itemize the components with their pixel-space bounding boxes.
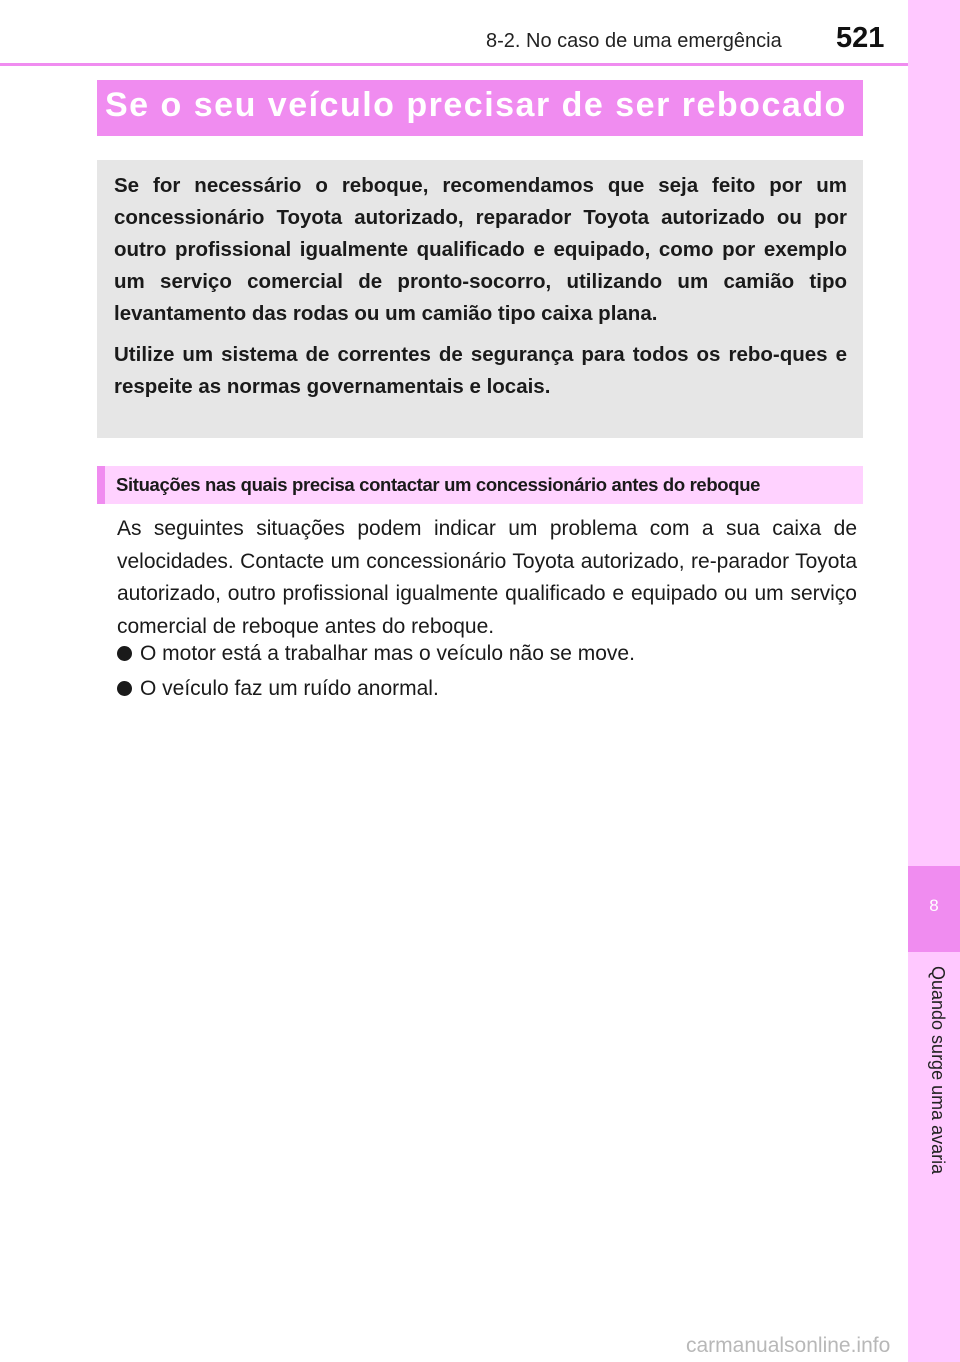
- chapter-title: Quando surge uma avaria: [928, 966, 948, 1175]
- intro-paragraph: Utilize um sistema de correntes de segurança para todos os rebo-ques e respeite as normas governamentais e locais.: [114, 343, 847, 398]
- subheading-bar: [97, 466, 863, 504]
- header-section-title: 8-2. No caso de uma emergência: [486, 30, 782, 52]
- chapter-number: 8: [929, 896, 939, 915]
- intro-paragraph: Se for necessário o reboque, recomendamos que seja feito por um concessionário Toyota autorizado, reparador Toyota autorizado ou por outro profissional igualmente qualificado e equipado, como por exemplo um serviço comercial de pronto-socorro, utilizando um camião tipo levantamento das rodas ou um camião tipo caixa plana.: [114, 174, 847, 325]
- bullet-dot-icon: [117, 681, 132, 696]
- subheading: Situações nas quais precisa contactar um concessionário antes do reboque: [116, 474, 761, 495]
- bullet-dot-icon: [117, 646, 132, 661]
- intro-box: [97, 160, 863, 438]
- list-item-text: O veículo faz um ruído anormal.: [140, 676, 439, 700]
- chapter-side-tab: [908, 0, 960, 1362]
- section-title-bar: [97, 80, 863, 136]
- list-item: [117, 638, 857, 671]
- chapter-number-box: [908, 866, 960, 952]
- list-item: [117, 673, 857, 706]
- section-title: Se o seu veículo precisar de ser rebocado: [105, 86, 847, 124]
- page-header: [0, 0, 908, 66]
- bullet-list: [117, 638, 857, 707]
- page-number: 521: [836, 22, 885, 54]
- body-paragraph: As seguintes situações podem indicar um problema com a sua caixa de velocidades. Contacte um concessionário Toyota autorizado, re-parador Toyota autorizado, outro profissional igualmente qualificado e equipado ou um serviço comercial de reboque antes do reboque.: [117, 517, 857, 638]
- list-item-text: O motor está a trabalhar mas o veículo não se move.: [140, 642, 635, 665]
- header-divider: [0, 63, 908, 66]
- watermark: carmanualsonline.info: [686, 1334, 891, 1357]
